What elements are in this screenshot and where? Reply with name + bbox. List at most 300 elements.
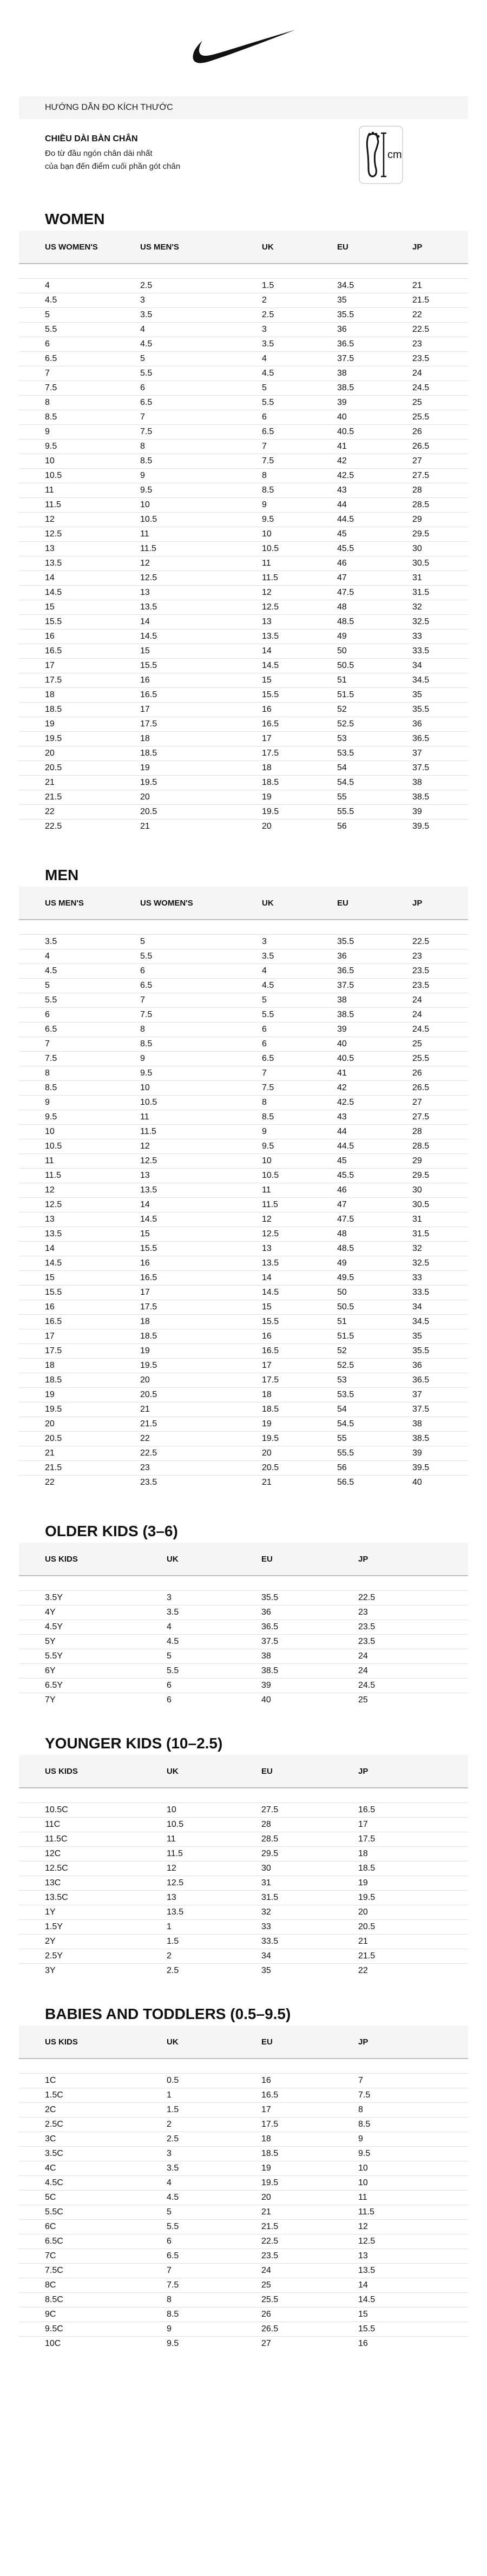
table-cell: 13.5 — [262, 630, 337, 644]
table-cell: 21.5 — [358, 1949, 468, 1964]
table-cell: 11 — [167, 1832, 261, 1847]
table-cell: 3 — [262, 935, 337, 949]
table-cell: 35 — [412, 1329, 468, 1344]
table-cell: 55.5 — [337, 805, 412, 820]
table-cell: 32.5 — [412, 1256, 468, 1271]
table-cell: 6 — [167, 2234, 261, 2249]
table-row — [19, 1803, 468, 1818]
table-row — [19, 2308, 468, 2322]
table-cell: 11C — [19, 1818, 167, 1832]
table-row — [19, 2176, 468, 2191]
table-cell: 16.5 — [140, 1271, 262, 1286]
table-cell: 1Y — [19, 1905, 167, 1920]
table-cell: 12.5C — [19, 1861, 167, 1876]
table-cell: 28.5 — [261, 1832, 358, 1847]
table-cell: 45.5 — [337, 542, 412, 556]
table-row — [19, 2220, 468, 2234]
table-cell: 23.5 — [412, 964, 468, 979]
table-cell: 12.5 — [19, 1198, 140, 1212]
table-cell: 45 — [337, 1154, 412, 1169]
table-cell: 6.5Y — [19, 1679, 167, 1693]
table-cell: 40 — [261, 1693, 358, 1708]
table-row — [19, 1081, 468, 1096]
table-row — [19, 1620, 468, 1635]
table-cell: 7 — [358, 2074, 468, 2088]
table-cell: 15.5 — [140, 659, 262, 673]
table-cell: 38.5 — [337, 381, 412, 396]
table-cell: 8 — [262, 1096, 337, 1110]
table-cell: 24 — [261, 2264, 358, 2278]
table-cell: 50.5 — [337, 1300, 412, 1315]
table-cell: 13.5C — [19, 1891, 167, 1905]
table-cell: 56 — [337, 820, 412, 834]
table-cell: 3.5Y — [19, 1591, 167, 1605]
table-cell: 6.5 — [140, 396, 262, 410]
table-cell: 3.5 — [167, 1605, 261, 1620]
table-cell: 4.5 — [262, 979, 337, 993]
table-cell: 51 — [337, 673, 412, 688]
table-row — [19, 776, 468, 790]
table-cell: 39 — [337, 1022, 412, 1037]
table-cell: 23.5 — [358, 1620, 468, 1635]
table-row — [19, 1037, 468, 1052]
table-cell: 37.5 — [337, 979, 412, 993]
table-cell: 21 — [261, 2205, 358, 2220]
column-header: JP — [358, 1755, 468, 1788]
table-row — [19, 293, 468, 308]
table-cell: 26.5 — [261, 2322, 358, 2337]
table-row — [19, 1300, 468, 1315]
table-cell: 55 — [337, 790, 412, 805]
table-cell: 50 — [337, 1286, 412, 1300]
table-cell: 29.5 — [261, 1847, 358, 1861]
table-cell: 5 — [19, 308, 140, 323]
table-cell: 6 — [167, 1679, 261, 1693]
table-row — [19, 2322, 468, 2337]
table-cell: 38.5 — [412, 1432, 468, 1446]
table-cell: 32 — [261, 1905, 358, 1920]
table-cell: 14.5 — [140, 1212, 262, 1227]
table-cell: 30.5 — [412, 556, 468, 571]
table-cell: 2 — [262, 293, 337, 308]
table-cell: 19 — [19, 717, 140, 732]
table-cell: 22.5 — [412, 935, 468, 949]
table-cell: 14.5 — [358, 2293, 468, 2308]
table-spacer-row — [19, 1576, 468, 1591]
table-row — [19, 820, 468, 834]
size-table-younger — [19, 1755, 468, 1978]
table-cell: 21.5 — [412, 293, 468, 308]
table-cell: 23.5 — [358, 1635, 468, 1649]
table-cell: 5.5 — [167, 1664, 261, 1679]
table-row — [19, 993, 468, 1008]
table-cell: 7.5 — [262, 1081, 337, 1096]
table-cell: 30 — [261, 1861, 358, 1876]
table-cell: 12C — [19, 1847, 167, 1861]
table-row — [19, 1344, 468, 1359]
table-cell: 34.5 — [337, 279, 412, 293]
table-cell: 28.5 — [412, 498, 468, 513]
table-cell: 14.5 — [19, 586, 140, 600]
table-cell: 29 — [412, 513, 468, 527]
table-cell: 21.5 — [19, 1461, 140, 1476]
table-row — [19, 381, 468, 396]
table-cell: 19 — [262, 1417, 337, 1432]
table-cell: 15 — [140, 1227, 262, 1242]
table-row — [19, 644, 468, 659]
table-cell: 47.5 — [337, 1212, 412, 1227]
table-cell: 3 — [262, 323, 337, 337]
table-cell: 14 — [140, 615, 262, 630]
table-cell: 9.5 — [167, 2337, 261, 2351]
table-cell: 46 — [337, 556, 412, 571]
table-cell: 5 — [262, 993, 337, 1008]
table-cell: 52.5 — [337, 717, 412, 732]
table-cell: 10 — [19, 454, 140, 469]
table-cell: 16 — [140, 1256, 262, 1271]
table-cell: 20 — [19, 1417, 140, 1432]
table-row — [19, 308, 468, 323]
table-cell: 5.5 — [167, 2220, 261, 2234]
table-cell: 6.5 — [19, 352, 140, 366]
table-cell: 19 — [262, 790, 337, 805]
table-row — [19, 483, 468, 498]
table-cell: 8 — [19, 396, 140, 410]
table-cell: 13C — [19, 1876, 167, 1891]
table-cell: 35.5 — [337, 935, 412, 949]
table-row — [19, 1861, 468, 1876]
table-cell: 1.5Y — [19, 1920, 167, 1935]
table-cell: 18 — [262, 761, 337, 776]
table-cell: 20.5 — [19, 761, 140, 776]
table-cell: 7 — [140, 993, 262, 1008]
table-cell: 17 — [358, 1818, 468, 1832]
table-cell: 48.5 — [337, 1242, 412, 1256]
table-row — [19, 935, 468, 949]
table-cell: 3.5 — [19, 935, 140, 949]
table-row — [19, 688, 468, 703]
table-cell: 7.5 — [19, 1052, 140, 1066]
table-cell: 17 — [19, 1329, 140, 1344]
table-cell: 12.5 — [140, 1154, 262, 1169]
table-row — [19, 498, 468, 513]
table-cell: 20 — [358, 1905, 468, 1920]
table-cell: 35.5 — [337, 308, 412, 323]
column-header: UK — [262, 887, 337, 920]
table-row — [19, 979, 468, 993]
table-cell: 23 — [412, 949, 468, 964]
table-cell: 14 — [140, 1198, 262, 1212]
table-row — [19, 2337, 468, 2351]
table-cell: 48 — [337, 1227, 412, 1242]
table-cell: 39.5 — [412, 1461, 468, 1476]
table-cell: 42.5 — [337, 1096, 412, 1110]
table-cell: 18 — [19, 1359, 140, 1373]
table-cell: 38.5 — [261, 1664, 358, 1679]
table-cell: 8 — [262, 469, 337, 483]
table-cell: 4 — [167, 2176, 261, 2191]
table-row — [19, 1256, 468, 1271]
table-cell: 13.5 — [19, 556, 140, 571]
table-cell: 12.5 — [262, 1227, 337, 1242]
table-cell: 48.5 — [337, 615, 412, 630]
table-cell: 18 — [261, 2132, 358, 2147]
table-cell: 20 — [140, 1373, 262, 1388]
table-cell: 3.5 — [167, 2161, 261, 2176]
table-cell: 37.5 — [412, 1402, 468, 1417]
table-cell: 10 — [262, 1154, 337, 1169]
table-cell: 26.5 — [412, 1081, 468, 1096]
table-cell: 15 — [358, 2308, 468, 2322]
table-cell: 8.5 — [262, 483, 337, 498]
table-cell: 9.5 — [140, 1066, 262, 1081]
table-cell: 13 — [140, 586, 262, 600]
table-cell: 16.5 — [140, 688, 262, 703]
table-cell: 8 — [140, 1022, 262, 1037]
table-cell: 10.5 — [19, 1139, 140, 1154]
table-row — [19, 527, 468, 542]
table-cell: 8.5 — [358, 2118, 468, 2132]
table-cell: 17 — [261, 2103, 358, 2118]
table-row — [19, 1446, 468, 1461]
table-row — [19, 673, 468, 688]
table-cell: 16 — [19, 1300, 140, 1315]
table-cell: 1 — [167, 2088, 261, 2103]
table-row — [19, 717, 468, 732]
table-cell: 9C — [19, 2308, 167, 2322]
table-cell: 20.5 — [262, 1461, 337, 1476]
table-cell: 10.5 — [140, 1096, 262, 1110]
table-cell: 10 — [358, 2161, 468, 2176]
table-cell: 18 — [19, 688, 140, 703]
table-cell: 16 — [262, 1329, 337, 1344]
table-row — [19, 1649, 468, 1664]
table-row — [19, 1832, 468, 1847]
table-cell: 54.5 — [337, 1417, 412, 1432]
table-cell: 24 — [412, 366, 468, 381]
table-cell: 8.5 — [19, 1081, 140, 1096]
table-cell: 12 — [19, 1183, 140, 1198]
table-cell: 21 — [19, 1446, 140, 1461]
table-cell: 11 — [140, 1110, 262, 1125]
table-cell: 16 — [19, 630, 140, 644]
table-cell: 18 — [358, 1847, 468, 1861]
table-cell: 45 — [337, 527, 412, 542]
table-cell: 19.5 — [261, 2176, 358, 2191]
table-cell: 7 — [262, 440, 337, 454]
table-cell: 25 — [412, 1037, 468, 1052]
table-cell: 43 — [337, 1110, 412, 1125]
table-cell: 35 — [337, 293, 412, 308]
table-cell: 40.5 — [337, 425, 412, 440]
table-cell: 11.5 — [140, 542, 262, 556]
table-cell: 8.5 — [19, 410, 140, 425]
table-cell: 10.5 — [140, 513, 262, 527]
table-cell: 40.5 — [337, 1052, 412, 1066]
nike-swoosh-logo[interactable] — [189, 29, 298, 68]
table-cell: 16.5 — [19, 644, 140, 659]
table-cell: 51.5 — [337, 1329, 412, 1344]
section-title-men: MEN — [45, 867, 79, 883]
table-header-row — [19, 887, 468, 920]
table-cell: 15.5 — [358, 2322, 468, 2337]
table-row — [19, 2074, 468, 2088]
table-cell: 23.5 — [412, 352, 468, 366]
table-cell: 36.5 — [337, 964, 412, 979]
table-cell: 8.5 — [140, 1037, 262, 1052]
table-cell: 10.5 — [19, 469, 140, 483]
table-row — [19, 2293, 468, 2308]
table-cell: 10.5 — [262, 542, 337, 556]
table-cell: 19.5 — [140, 776, 262, 790]
table-row — [19, 2147, 468, 2161]
table-cell: 31.5 — [412, 586, 468, 600]
table-cell: 16.5 — [261, 2088, 358, 2103]
table-row — [19, 2278, 468, 2293]
table-cell: 1.5 — [262, 279, 337, 293]
table-cell: 44.5 — [337, 513, 412, 527]
table-cell: 49.5 — [337, 1271, 412, 1286]
table-cell: 20 — [262, 1446, 337, 1461]
table-row — [19, 586, 468, 600]
table-row — [19, 1271, 468, 1286]
table-cell: 19 — [358, 1876, 468, 1891]
table-cell: 43 — [337, 483, 412, 498]
table-cell: 5C — [19, 2191, 167, 2205]
table-row — [19, 1139, 468, 1154]
table-cell: 22.5 — [261, 2234, 358, 2249]
column-header: EU — [337, 887, 412, 920]
table-cell: 6Y — [19, 1664, 167, 1679]
table-cell: 38.5 — [337, 1008, 412, 1022]
table-row — [19, 1242, 468, 1256]
table-cell: 9.5 — [358, 2147, 468, 2161]
table-row — [19, 279, 468, 293]
column-header: UK — [167, 1755, 261, 1788]
table-cell: 21 — [140, 1402, 262, 1417]
table-cell: 20 — [140, 790, 262, 805]
table-cell: 49 — [337, 1256, 412, 1271]
table-cell: 3Y — [19, 1964, 167, 1978]
table-cell: 15.5 — [262, 1315, 337, 1329]
table-cell: 4Y — [19, 1605, 167, 1620]
table-cell: 40 — [412, 1476, 468, 1490]
table-cell: 36 — [412, 1359, 468, 1373]
table-cell: 12 — [140, 556, 262, 571]
column-header: JP — [412, 231, 468, 264]
table-cell: 6 — [262, 1037, 337, 1052]
table-cell: 1C — [19, 2074, 167, 2088]
table-cell: 38 — [412, 776, 468, 790]
spacer-cell — [19, 2059, 468, 2074]
table-row — [19, 366, 468, 381]
table-cell: 34.5 — [412, 673, 468, 688]
table-cell: 13.5 — [140, 600, 262, 615]
table-cell: 5 — [167, 2205, 261, 2220]
table-cell: 15 — [262, 673, 337, 688]
table-cell: 17.5 — [262, 1373, 337, 1388]
table-cell: 20.5 — [19, 1432, 140, 1446]
table-cell: 4 — [19, 279, 140, 293]
section-title-younger: YOUNGER KIDS (10–2.5) — [45, 1735, 223, 1752]
table-row — [19, 1949, 468, 1964]
table-cell: 53.5 — [337, 1388, 412, 1402]
table-row — [19, 1359, 468, 1373]
table-cell: 14.5 — [140, 630, 262, 644]
table-cell: 11 — [19, 483, 140, 498]
table-cell: 4.5 — [140, 337, 262, 352]
table-cell: 5 — [262, 381, 337, 396]
table-cell: 14 — [358, 2278, 468, 2293]
table-cell: 6 — [140, 964, 262, 979]
column-header: UK — [167, 1543, 261, 1576]
table-row — [19, 1154, 468, 1169]
table-row — [19, 1388, 468, 1402]
table-row — [19, 1920, 468, 1935]
table-row — [19, 1605, 468, 1620]
table-cell: 20.5 — [358, 1920, 468, 1935]
table-cell: 11.5 — [19, 1169, 140, 1183]
table-cell: 4 — [262, 352, 337, 366]
table-cell: 30 — [412, 542, 468, 556]
table-row — [19, 1402, 468, 1417]
table-cell: 2.5 — [140, 279, 262, 293]
column-header: US KIDS — [19, 1543, 167, 1576]
table-cell: 56 — [337, 1461, 412, 1476]
table-cell: 10.5C — [19, 1803, 167, 1818]
table-cell: 4.5C — [19, 2176, 167, 2191]
table-cell: 1 — [167, 1920, 261, 1935]
table-cell: 6 — [19, 337, 140, 352]
table-cell: 6.5 — [140, 979, 262, 993]
table-cell: 5.5 — [19, 323, 140, 337]
table-row — [19, 2264, 468, 2278]
table-cell: 19.5 — [19, 732, 140, 746]
table-cell: 19.5 — [19, 1402, 140, 1417]
table-row — [19, 1066, 468, 1081]
table-cell: 9 — [140, 469, 262, 483]
table-cell: 5 — [167, 1649, 261, 1664]
table-cell: 21.5 — [261, 2220, 358, 2234]
table-row — [19, 2249, 468, 2264]
table-cell: 46 — [337, 1183, 412, 1198]
table-cell: 7 — [167, 2264, 261, 2278]
column-header: EU — [337, 231, 412, 264]
table-cell: 35.5 — [412, 703, 468, 717]
table-cell: 11 — [262, 1183, 337, 1198]
table-cell: 9 — [167, 2322, 261, 2337]
table-cell: 9.5 — [262, 513, 337, 527]
table-cell: 14 — [262, 1271, 337, 1286]
table-cell: 4.5 — [19, 964, 140, 979]
table-cell: 26 — [261, 2308, 358, 2322]
table-row — [19, 964, 468, 979]
table-cell: 34.5 — [412, 1315, 468, 1329]
table-cell: 6C — [19, 2220, 167, 2234]
table-cell: 11 — [140, 527, 262, 542]
table-row — [19, 1591, 468, 1605]
table-header-row — [19, 1755, 468, 1788]
table-cell: 4 — [140, 323, 262, 337]
table-row — [19, 746, 468, 761]
table-row — [19, 1905, 468, 1920]
table-cell: 53.5 — [337, 746, 412, 761]
table-cell: 23 — [358, 1605, 468, 1620]
table-cell: 7.5 — [140, 1008, 262, 1022]
table-cell: 9 — [19, 425, 140, 440]
table-cell: 15 — [140, 644, 262, 659]
table-cell: 44 — [337, 1125, 412, 1139]
